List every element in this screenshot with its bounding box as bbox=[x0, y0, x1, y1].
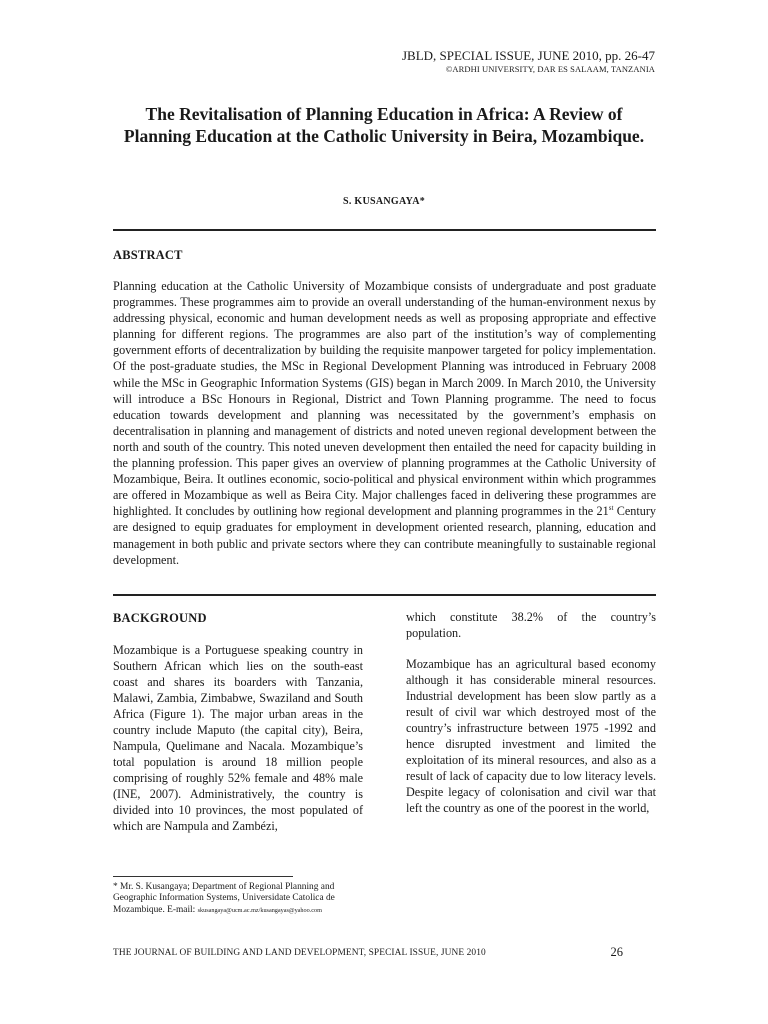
abstract-heading: ABSTRACT bbox=[113, 248, 183, 262]
article-title: The Revitalisation of Planning Education in Africa: A Review of Planning Education at the Catholic University in Beira, Mozambique. bbox=[123, 104, 645, 146]
right-column bbox=[406, 609, 656, 831]
background-paragraph-2: Mozambique has an agricultural based economy although it has considerable mineral resources. Industrial development has been slow partly as a result of civil war which destroyed most of the country’s infrastructure between 1975 -1992 and hence disrupted investment and limited the exploitation of its mineral resources, and also as a result of lack of capacity due to low literacy levels. Despite legacy of colonisation and civil war that left the country as one of the poorest in the world, bbox=[406, 657, 656, 815]
abstract-text bbox=[113, 278, 656, 568]
journal-footer: THE JOURNAL OF BUILDING AND LAND DEVELOPMENT, SPECIAL ISSUE, JUNE 2010 bbox=[113, 948, 486, 958]
article-author: S. KUSANGAYA* bbox=[342, 196, 426, 207]
background-paragraph-1: Mozambique is a Portuguese speaking country in Southern African which lies on the south-east coast and shares its boarders with Tanzania, Malawi, Zambia, Zimbabwe, Swaziland and South Africa (Figure 1). The major urban areas in the country include Maputo (the capital city), Beira, Nampula, Quelimane and Nacala. Mozambique’s total population is around 18 million people comprising of roughly 52% female and 48% male (INE, 2007). Administratively, the country is divided into 10 provinces, the most populated of which are Nampula and Zambézi, bbox=[113, 643, 363, 833]
footnote-text: * Mr. S. Kusangaya; Department of Regional Planning and Geographic Information Systems, Universidate Catolica de Mozambique. E-mail: bbox=[113, 882, 335, 915]
abstract-superscript: st bbox=[608, 504, 614, 513]
background-heading: BACKGROUND bbox=[113, 611, 207, 625]
abstract-text-main: Planning education at the Catholic University of Mozambique consists of undergraduate and post graduate programmes. These programmes aim to provide an overall understanding of the human-environment nexus by addressing physical, economic and human development needs as well as proposing appropriate and effective planning for different regions. The programmes are also part of the institution’s way of complementing government efforts of decentralization by building the requisite manpower targeted for policy implementation. Of the post-graduate studies, the MSc in Regional Development Planning was introduced in February 2008 while the MSc in Geographic Information Systems (GIS) began in March 2009. In March 2010, the University will introduce a BSc Honours in Regional, District and Town Planning programme. The need to focus education towards development and planning was necessitated by the government’s emphasis on decentralisation in planning and management of districts and noted uneven regional development between the north and south of the country. This noted uneven development then entailed the need for capacity building in the planning profession. This paper gives an overview of planning programmes at the Catholic University of Mozambique, Beira. It outlines economic, socio-political and physical environment within which programmes are offered in Mozambique as well as Beira City. Major challenges faced in delivering these programmes are highlighted. It concludes by outlining how regional development and planning programmes in the 21 bbox=[113, 279, 656, 519]
publisher-header: ©ARDHI UNIVERSITY, DAR ES SALAAM, TANZANIA bbox=[445, 64, 655, 74]
author-email-link[interactable]: skusangaya@ucm.ac.mz/kusangayas@yahoo.com bbox=[197, 906, 322, 914]
top-divider bbox=[113, 229, 656, 231]
abstract-text-end: Century are designed to equip graduates for employment in development oriented research, planning, education and management in both public and private sectors where they can contribute meaningfully to sustainable regional development. bbox=[113, 504, 656, 567]
footnote-divider bbox=[113, 876, 293, 877]
author-footnote bbox=[113, 882, 365, 916]
abstract-divider bbox=[113, 594, 656, 596]
page-number: 26 bbox=[610, 945, 623, 959]
background-paragraph-1-continued: which constitute 38.2% of the country’s population. bbox=[406, 610, 656, 640]
journal-header: JBLD, SPECIAL ISSUE, JUNE 2010, pp. 26-47 bbox=[401, 48, 655, 63]
left-column bbox=[113, 609, 363, 849]
